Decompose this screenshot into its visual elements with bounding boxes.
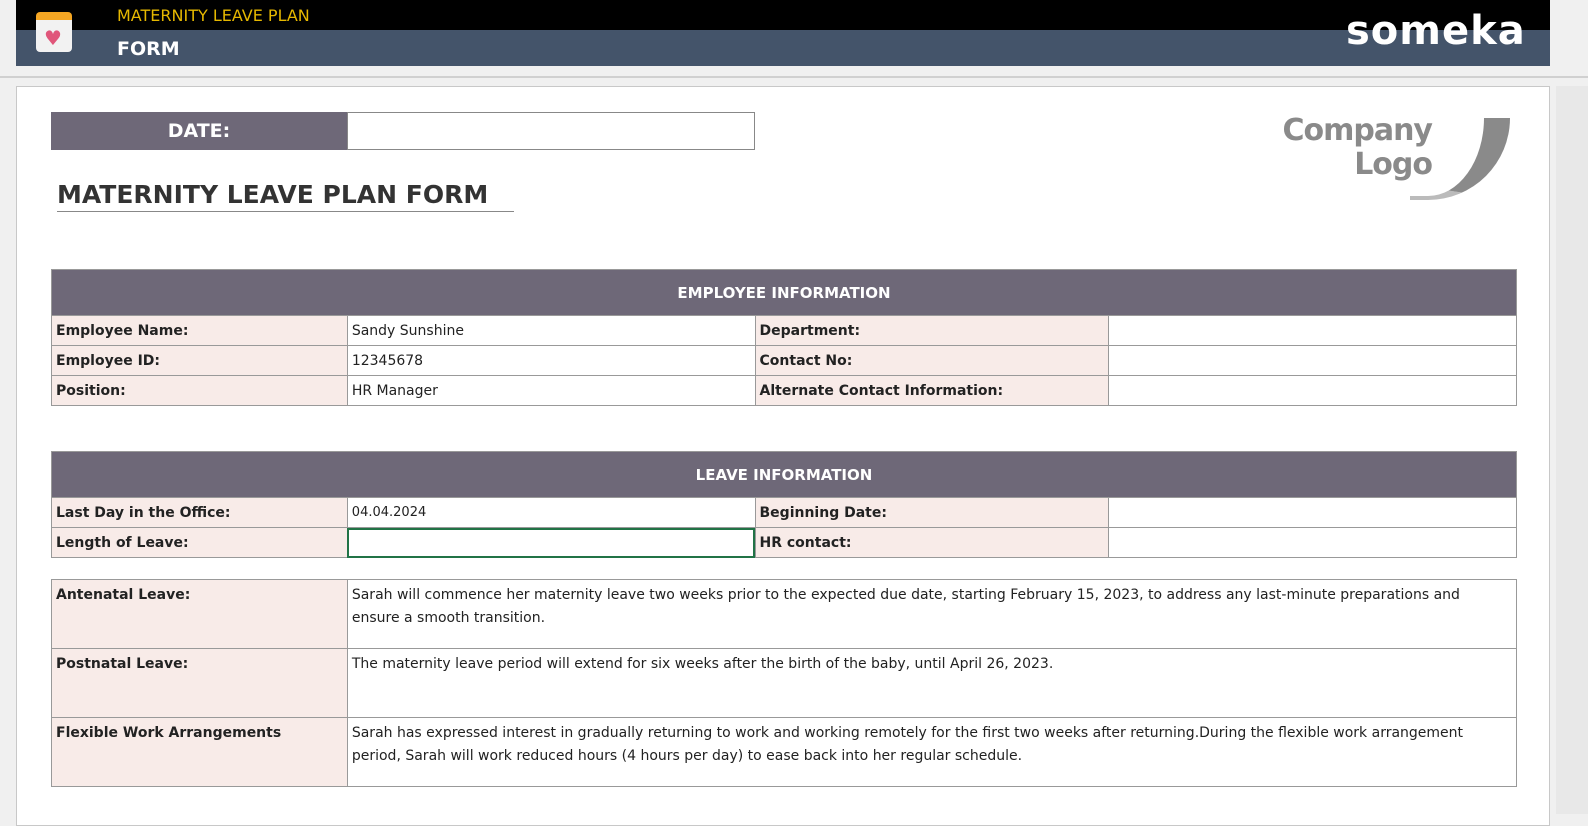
beginning-date-cell[interactable] (1109, 498, 1517, 528)
employee-name-cell[interactable]: Sandy Sunshine (347, 316, 755, 346)
last-day-cell[interactable]: 04.04.2024 (347, 498, 755, 528)
antenatal-leave-cell[interactable]: Sarah will commence her maternity leave two weeks prior to the expected due date, starting February 15, 2023, to address any last-minute preparations and ensure a smooth transition. (347, 580, 1516, 649)
position-cell[interactable]: HR Manager (347, 376, 755, 406)
table-row (52, 316, 1517, 346)
hr-contact-cell[interactable] (1109, 528, 1517, 558)
field-label: Employee Name: (52, 316, 348, 346)
logo-line-2: Logo (1354, 147, 1432, 182)
table-row (52, 718, 1517, 787)
date-label: DATE: (51, 112, 347, 150)
employee-info-heading: EMPLOYEE INFORMATION (52, 270, 1517, 316)
page-title: MATERNITY LEAVE PLAN FORM (57, 180, 514, 212)
field-label: Length of Leave: (52, 528, 348, 558)
contact-no-cell[interactable] (1109, 346, 1517, 376)
field-label: Department: (755, 316, 1109, 346)
field-label: Contact No: (755, 346, 1109, 376)
field-label: Postnatal Leave: (52, 649, 348, 718)
field-label: Antenatal Leave: (52, 580, 348, 649)
table-row (52, 498, 1517, 528)
field-label: Last Day in the Office: (52, 498, 348, 528)
company-logo (1272, 114, 1432, 182)
table-row (52, 580, 1517, 649)
table-row (52, 528, 1517, 558)
header-subbar (16, 30, 1550, 66)
alternate-contact-cell[interactable] (1109, 376, 1517, 406)
postnatal-leave-cell[interactable]: The maternity leave period will extend for six weeks after the birth of the baby, until April 26, 2023. (347, 649, 1516, 718)
table-row (52, 346, 1517, 376)
scrollbar[interactable] (1556, 86, 1588, 814)
divider (0, 76, 1588, 78)
brand-logo[interactable]: someka (1346, 8, 1526, 54)
date-input[interactable] (347, 112, 755, 150)
table-row (52, 376, 1517, 406)
leave-notes-table (51, 579, 1517, 787)
leave-info-table (51, 451, 1517, 558)
length-of-leave-cell[interactable] (347, 528, 755, 558)
employee-id-cell[interactable]: 12345678 (347, 346, 755, 376)
leave-info-heading: LEAVE INFORMATION (52, 452, 1517, 498)
department-cell[interactable] (1109, 316, 1517, 346)
field-label: Beginning Date: (755, 498, 1109, 528)
field-label: Position: (52, 376, 348, 406)
field-label: Employee ID: (52, 346, 348, 376)
app-title: MATERNITY LEAVE PLAN (117, 6, 310, 25)
flexible-work-cell[interactable]: Sarah has expressed interest in gradually returning to work and working remotely for the first two weeks after returning.During the flexible work arrangement period, Sarah will work reduced hours (4 hours per day) to ease back into her regular schedule. (347, 718, 1516, 787)
logo-line-1: Company (1282, 113, 1432, 148)
calendar-heart-icon: ♥ (36, 12, 72, 52)
field-label: HR contact: (755, 528, 1109, 558)
app-subtitle: FORM (117, 38, 180, 60)
field-label: Flexible Work Arrangements (52, 718, 348, 787)
table-row (52, 649, 1517, 718)
field-label: Alternate Contact Information: (755, 376, 1109, 406)
employee-info-table (51, 269, 1517, 406)
